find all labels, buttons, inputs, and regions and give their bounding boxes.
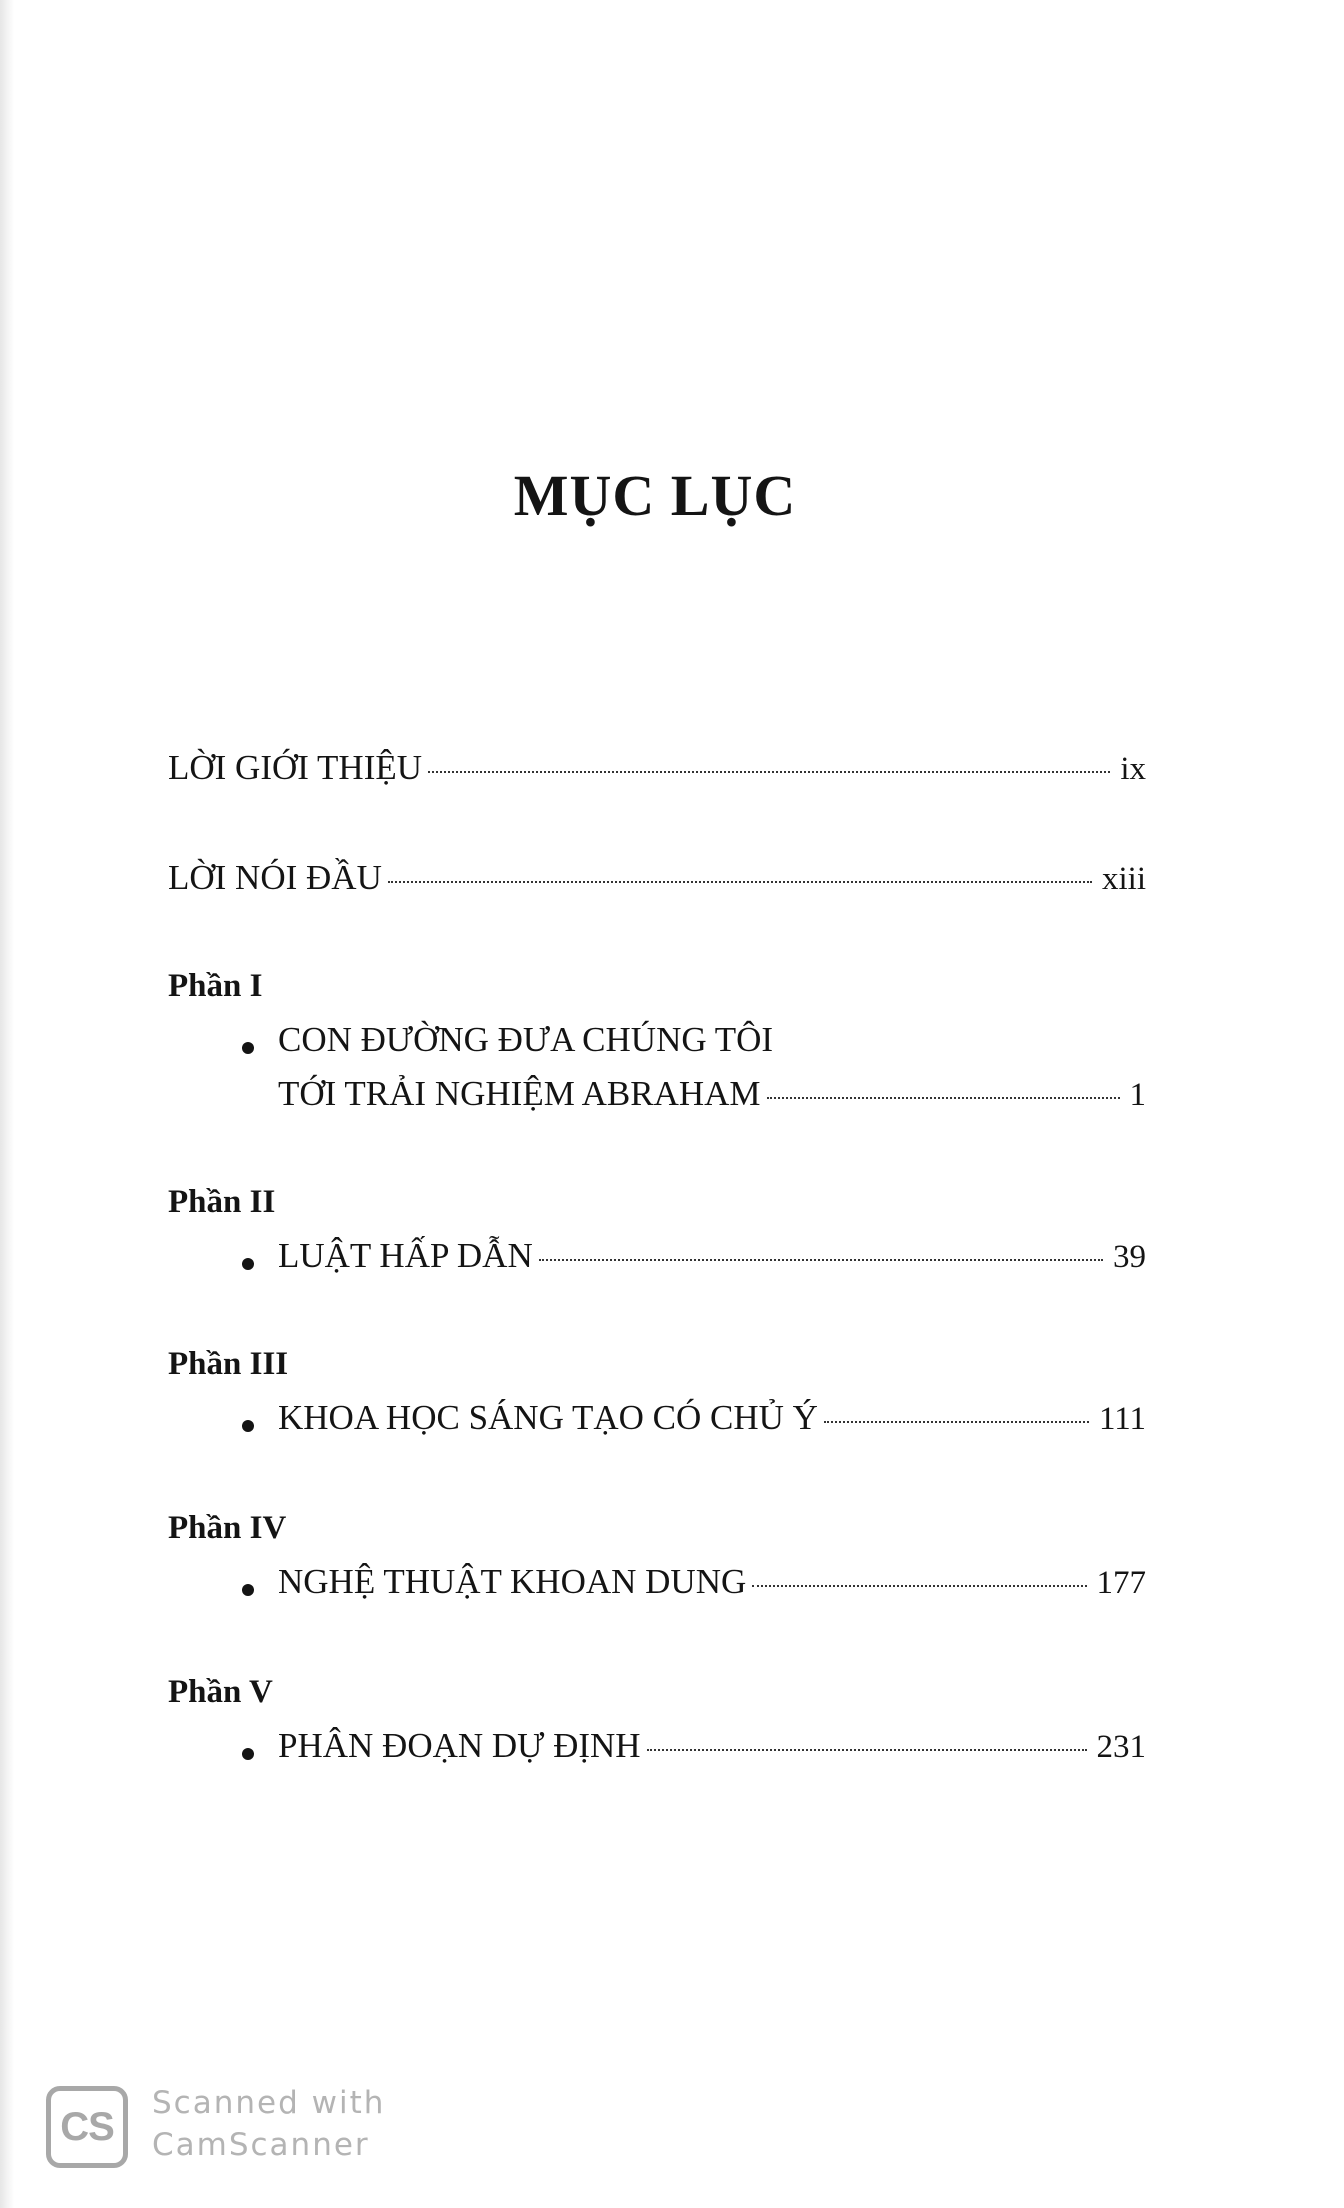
dot-leader — [388, 881, 1092, 883]
bullet-icon — [242, 1258, 254, 1270]
toc-entry-label: NGHỆ THUẬT KHOAN DUNG — [278, 1562, 747, 1601]
dot-leader — [824, 1421, 1089, 1423]
watermark-text — [152, 2082, 385, 2166]
part-label-3: Phần III — [168, 1346, 289, 1382]
bullet-icon — [242, 1748, 254, 1760]
toc-entry-label: LỜI GIỚI THIỆU — [168, 748, 423, 787]
camscanner-logo-icon: CS — [46, 2086, 128, 2168]
camscanner-watermark — [46, 2080, 406, 2170]
toc-page-number: 111 — [1098, 1401, 1146, 1437]
dot-leader — [767, 1097, 1120, 1099]
part-1-title-line-1: CON ĐƯỜNG ĐƯA CHÚNG TÔI — [278, 1020, 774, 1059]
toc-entry-intro — [168, 748, 1146, 788]
toc-entry-label: LỜI NÓI ĐẦU — [168, 858, 382, 897]
dot-leader — [647, 1749, 1087, 1751]
dot-leader — [539, 1259, 1103, 1261]
toc-entry-label: TỚI TRẢI NGHIỆM ABRAHAM — [278, 1074, 761, 1113]
toc-entry-part-3 — [278, 1398, 1146, 1438]
toc-entry-part-2 — [278, 1236, 1146, 1276]
part-label-1: Phần I — [168, 968, 263, 1004]
toc-entry-part-4 — [278, 1562, 1146, 1602]
watermark-line-2: CamScanner — [152, 2127, 370, 2163]
part-label-4: Phần IV — [168, 1510, 287, 1546]
page-title: MỤC LỤC — [513, 463, 797, 528]
dot-leader — [752, 1585, 1086, 1587]
toc-entry-preface — [168, 858, 1146, 898]
toc-page-number: 39 — [1113, 1239, 1146, 1275]
toc-entry-label: KHOA HỌC SÁNG TẠO CÓ CHỦ Ý — [278, 1398, 818, 1437]
part-label-2: Phần II — [168, 1184, 276, 1220]
toc-page-number: 177 — [1096, 1565, 1146, 1601]
toc-page-number: 231 — [1096, 1729, 1146, 1765]
bullet-icon — [242, 1042, 254, 1054]
bullet-icon — [242, 1584, 254, 1596]
toc-page-number: 1 — [1129, 1077, 1146, 1113]
toc-entry-label: PHÂN ĐOẠN DỰ ĐỊNH — [278, 1726, 641, 1765]
part-label-5: Phần V — [168, 1674, 273, 1710]
page-edge-shadow — [0, 0, 14, 2208]
dot-leader — [428, 771, 1110, 773]
toc-entry-label: LUẬT HẤP DẪN — [278, 1236, 533, 1275]
toc-page-number: ix — [1120, 751, 1146, 787]
toc-page-number: xiii — [1101, 861, 1146, 897]
toc-entry-part-1 — [278, 1074, 1146, 1114]
toc-entry-part-5 — [278, 1726, 1146, 1766]
bullet-icon — [242, 1420, 254, 1432]
watermark-line-1: Scanned with — [152, 2085, 386, 2121]
